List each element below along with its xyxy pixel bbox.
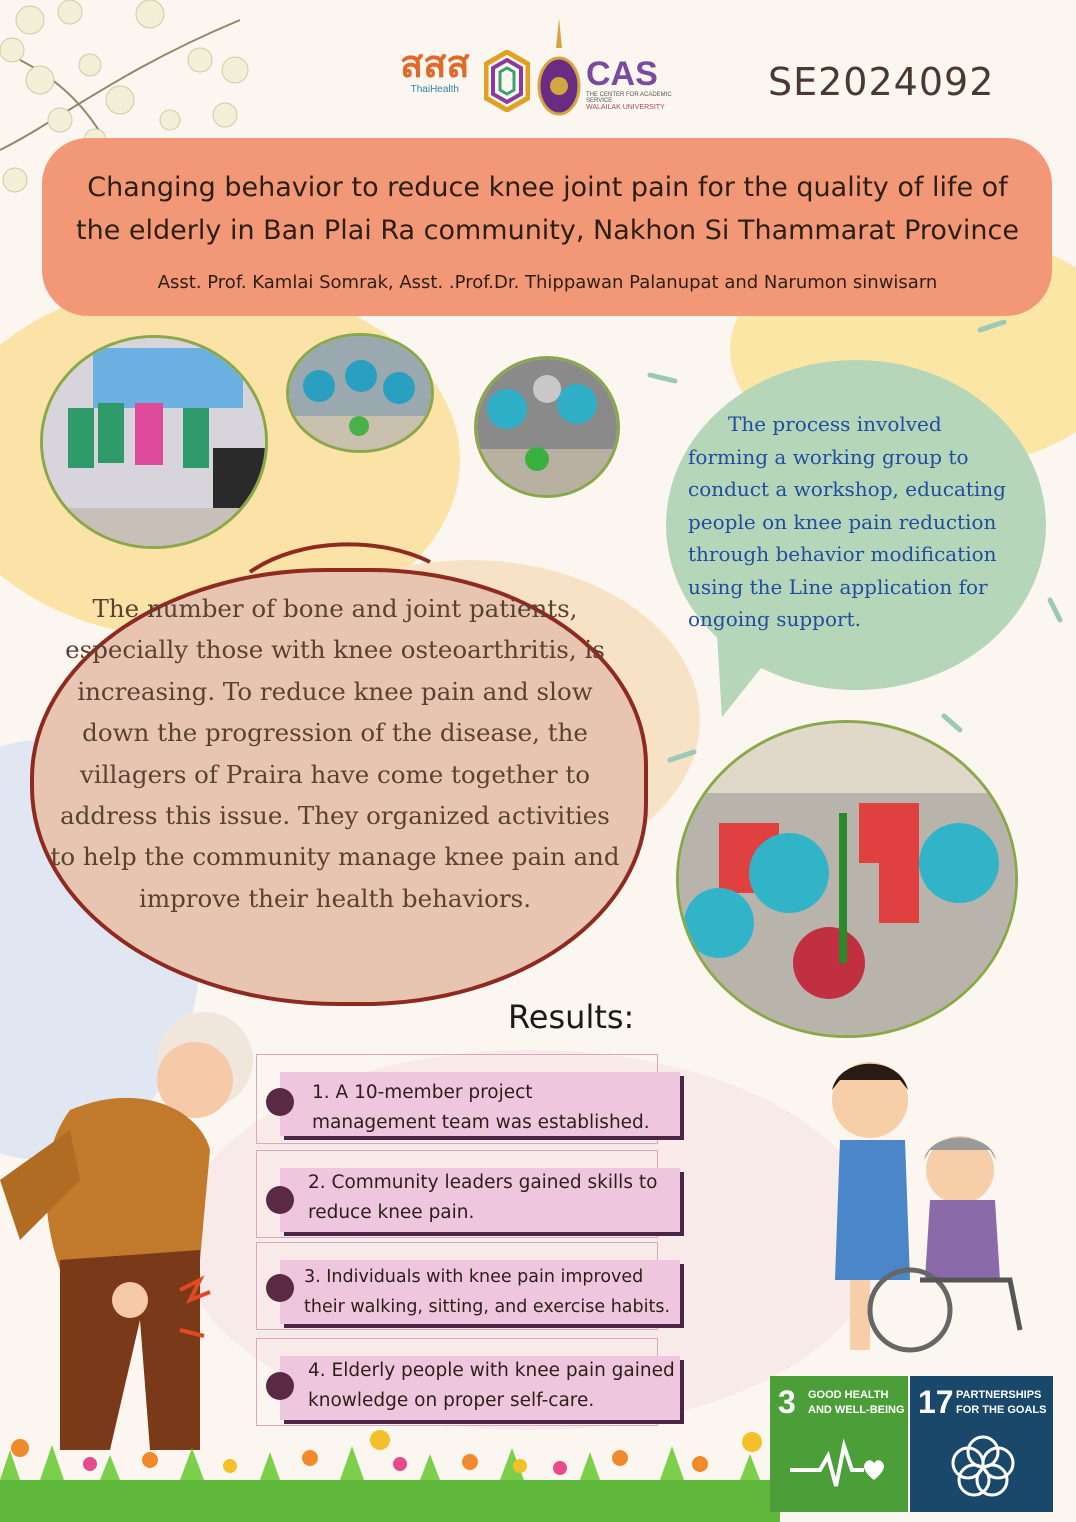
photo-workshop-2 (474, 356, 620, 498)
sdg-3-number: 3 (778, 1384, 796, 1420)
caregiver-wheelchair-illustration (820, 1050, 1030, 1370)
title-line-1: Changing behavior to reduce knee joint pain for the quality of life of (87, 172, 1008, 203)
heartbeat-icon (790, 1436, 890, 1496)
thaihealth-mark: สสส (400, 42, 470, 86)
elderly-woman-knee-pain-illustration (0, 1010, 270, 1480)
results-title: Results: (508, 998, 635, 1036)
result-bullet-4 (266, 1372, 294, 1400)
process-text: The process involved forming a working group to conduct a workshop, educating people on knee pain reduction through behavior modification using the Line application for ongoing support. (688, 412, 1006, 631)
thaihealth-name: ThaiHealth (410, 84, 459, 95)
sdg-17-label: PARTNERSHIPS FOR THE GOALS (956, 1389, 1047, 1416)
sdg-17-badge (910, 1376, 1053, 1512)
cas-subtitle-1: THE CENTER FOR ACADEMIC SERVICE (586, 92, 672, 104)
intro-text: The number of bone and joint patients, especially those with knee osteoarthritis, is increasing. To reduce knee pain and slow down the progression of the disease, the villagers of Praira have come together to address this issue. They organized activities to help the community manage knee pain and improve their health behaviors. (50, 594, 620, 913)
cas-logo (586, 56, 690, 111)
cas-name: CAS (586, 55, 658, 93)
university-crest-icon (536, 18, 582, 118)
result-bullet-2 (266, 1186, 294, 1214)
sdg-3-label: GOOD HEALTH AND WELL-BEING (808, 1389, 905, 1416)
sdg-3-badge (770, 1376, 908, 1512)
result-text-3: 3. Individuals with knee pain improved their walking, sitting, and exercise habits. (304, 1267, 671, 1317)
dash-decoration (640, 320, 1070, 780)
poster-title (60, 166, 1035, 252)
hexagon-logo-icon (484, 50, 530, 112)
grass-flowers-decoration (0, 1420, 780, 1522)
title-line-2: the elderly in Ban Plai Ra community, Nakhon Si Thammarat Province (76, 215, 1019, 246)
photo-group-presentation (40, 335, 268, 549)
result-text-1: 1. A 10-member project management team was established. (312, 1082, 650, 1133)
result-text-4: 4. Elderly people with knee pain gained knowledge on proper self-care. (308, 1360, 675, 1411)
header-logos (400, 18, 690, 128)
photo-workshop-1 (286, 333, 434, 453)
result-text-2: 2. Community leaders gained skills to reduce knee pain. (308, 1172, 658, 1223)
thaihealth-logo (400, 44, 470, 95)
result-bullet-1 (266, 1088, 294, 1116)
project-code: SE2024092 (768, 60, 995, 104)
intro-bubble-swoosh (240, 532, 440, 582)
authors: Asst. Prof. Kamlai Somrak, Asst. .Prof.Dr. Thippawan Palanupat and Narumon sinwisarn (157, 272, 938, 293)
cas-subtitle-2: WALAILAK UNIVERSITY (586, 104, 665, 111)
sdg-17-number: 17 (918, 1384, 954, 1420)
flower-rings-icon (946, 1430, 1020, 1504)
result-bullet-3 (266, 1274, 294, 1302)
